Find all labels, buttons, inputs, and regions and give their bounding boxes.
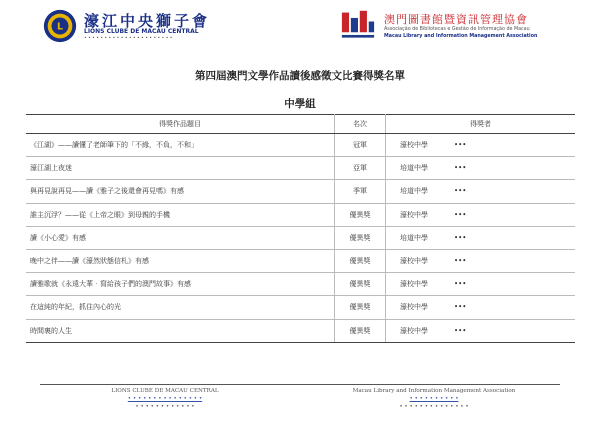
library-association-name-zh: 澳門圖書館暨資訊管理協會 xyxy=(384,13,528,26)
row-winner-name: ••• xyxy=(454,141,467,150)
row-winner xyxy=(386,134,576,157)
row-winner-name: ••• xyxy=(454,303,467,312)
row-winner xyxy=(386,180,576,203)
row-school: 濠校中學 xyxy=(400,280,428,289)
row-title: 讀《小心愛》有感 xyxy=(26,226,335,249)
row-title: 誰主沉浮？——從《上帝之眼》到母親的手機 xyxy=(26,203,335,226)
row-rank: 優異獎 xyxy=(335,203,386,226)
row-rank: 優異獎 xyxy=(335,296,386,319)
row-winner xyxy=(386,249,576,272)
row-title: 在這純的年紀，抓住內心的光 xyxy=(26,296,335,319)
table-row xyxy=(26,157,575,180)
row-rank: 優異獎 xyxy=(335,319,386,342)
row-winner xyxy=(386,273,576,296)
row-winner xyxy=(386,226,576,249)
library-association-name-pt: Associação de Bibliotecas e Gestão de Informação de Macau xyxy=(384,27,530,32)
row-winner-name: ••• xyxy=(454,164,467,173)
table-row xyxy=(26,180,575,203)
award-table xyxy=(26,114,575,343)
footer-left-email[interactable]: • • • • • • • • • • • • • • • xyxy=(127,396,203,402)
row-winner xyxy=(386,203,576,226)
row-title: 與再見說再見——讀《雅子之後還會再見嗎》有感 xyxy=(26,180,335,203)
table-row xyxy=(26,273,575,296)
lions-club-logo xyxy=(43,9,77,43)
table-header-row xyxy=(26,115,575,134)
row-school: 培道中學 xyxy=(400,187,428,196)
table-row xyxy=(26,249,575,272)
lions-club-meta: • • • • • • • • • • • • • • • • • • • • • • xyxy=(84,36,173,41)
lions-club-name-zh: 濠江中央獅子會 xyxy=(84,12,211,30)
row-rank: 優異獎 xyxy=(335,249,386,272)
document-title: 第四屆澳門文學作品讀後感徵文比賽得獎名單 xyxy=(195,70,405,82)
footer-left xyxy=(40,387,290,411)
table-row xyxy=(26,134,575,157)
footer-right-website[interactable]: • • • • • • • • • • xyxy=(409,396,459,402)
footer-right xyxy=(308,387,560,411)
row-school: 濠校中學 xyxy=(400,303,428,312)
row-school: 培道中學 xyxy=(400,233,428,242)
row-winner xyxy=(386,296,576,319)
row-rank: 冠軍 xyxy=(335,134,386,157)
group-title: 中學組 xyxy=(284,98,316,110)
row-winner-name: ••• xyxy=(454,233,467,242)
svg-text:L: L xyxy=(57,21,63,33)
row-school: 濠校中學 xyxy=(400,326,428,335)
row-winner-name: ••• xyxy=(454,210,467,219)
footer-left-address: • • • • • • • • • • • • xyxy=(135,404,195,410)
table-row xyxy=(26,203,575,226)
table-row xyxy=(26,226,575,249)
lions-club-name-pt: LIONS CLUBE DE MACAU CENTRAL xyxy=(84,28,199,35)
footer-left-org: LIONS CLUBE DE MACAU CENTRAL xyxy=(111,388,219,394)
row-title: 讀雅歌就《永遠大華‧寫給孩子們的澳門故事》有感 xyxy=(26,273,335,296)
row-school: 培道中學 xyxy=(400,164,428,173)
row-rank: 優異獎 xyxy=(335,226,386,249)
header-winner: 得獎者 xyxy=(386,115,576,134)
row-title: 時間裏的人生 xyxy=(26,319,335,342)
row-title: 晚中之伴——讀《濠然狀態信札》有感 xyxy=(26,249,335,272)
letterhead xyxy=(0,0,600,52)
row-rank: 亞軍 xyxy=(335,157,386,180)
row-winner-name: ••• xyxy=(454,257,467,266)
row-school: 濠校中學 xyxy=(400,210,428,219)
row-rank: 季軍 xyxy=(335,180,386,203)
footer-right-org: Macau Library and Information Management Association xyxy=(352,388,516,394)
row-winner xyxy=(386,319,576,342)
table-row xyxy=(26,296,575,319)
row-winner-name: ••• xyxy=(454,326,467,335)
library-association-name-en: Macau Library and Information Management Association xyxy=(384,34,538,39)
library-association-logo xyxy=(340,9,376,43)
table-row xyxy=(26,319,575,342)
row-rank: 優異獎 xyxy=(335,273,386,296)
row-winner xyxy=(386,157,576,180)
row-school: 濠校中學 xyxy=(400,141,428,150)
row-school: 濠校中學 xyxy=(400,257,428,266)
row-title: 《江湖》——讀懂了老師筆下的「不緣，不負，不和」 xyxy=(26,134,335,157)
row-winner-name: ••• xyxy=(454,187,467,196)
header-rank: 名次 xyxy=(335,115,386,134)
header-title: 得獎作品題目 xyxy=(26,115,335,134)
footer-right-address: • • • • • • • • • • • • • • xyxy=(399,404,469,410)
footer-divider xyxy=(40,384,560,385)
row-title: 濠江湖上夜迷 xyxy=(26,157,335,180)
row-winner-name: ••• xyxy=(454,280,467,289)
